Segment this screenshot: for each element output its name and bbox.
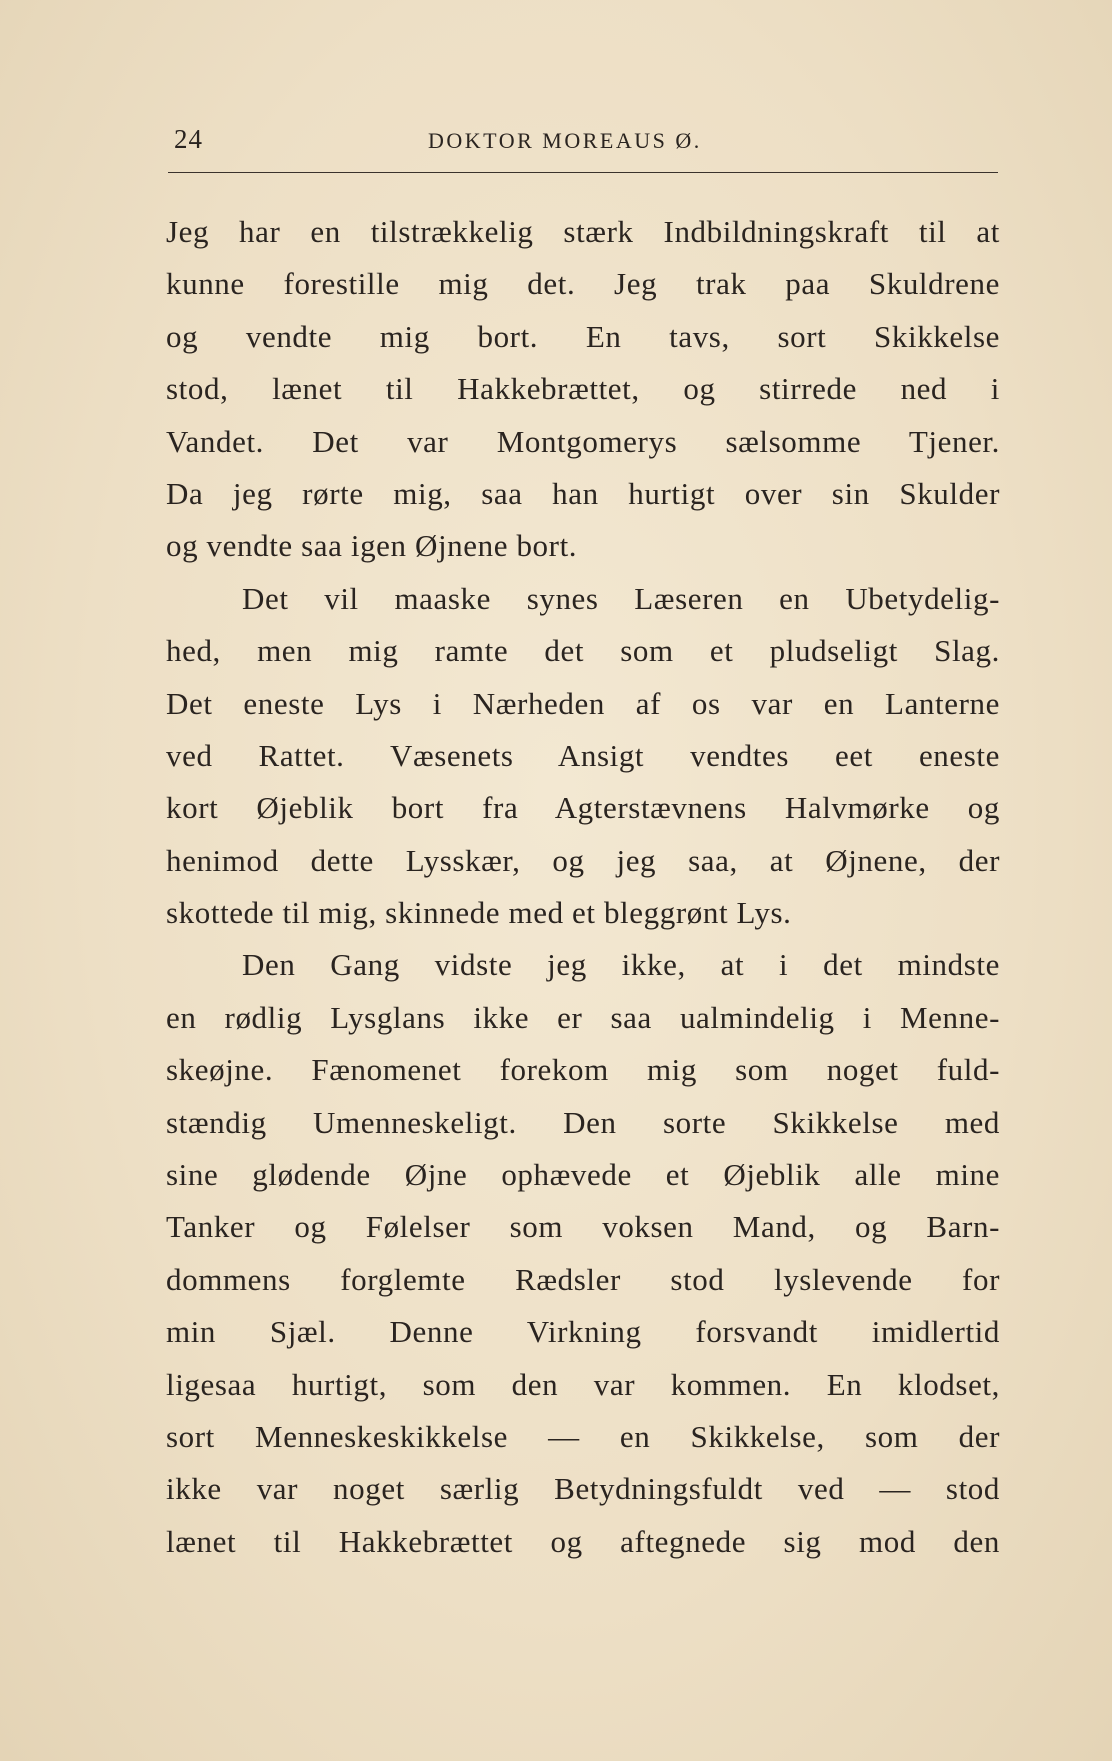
- page-number: 24: [174, 124, 203, 154]
- text-line: og vendte mig bort. En tavs, sort Skikkelse: [166, 318, 1000, 354]
- text-line: ved Rattet. Væsenets Ansigt vendtes eet eneste: [166, 737, 1000, 773]
- text-line: hed, men mig ramte det som et pludseligt Slag.: [166, 633, 1000, 669]
- text-line: og vendte saa igen Øjnene bort.: [166, 528, 578, 564]
- text-line: Det vil maaske synes Læseren en Ubetydelig-: [242, 580, 1000, 616]
- text-line: sort Menneskeskikkelse — en Skikkelse, som der: [166, 1418, 1000, 1454]
- text-line: stod, lænet til Hakkebrættet, og stirrede ned i: [166, 371, 1000, 407]
- text-line: kort Øjeblik bort fra Agterstævnens Halvmørke og: [166, 790, 1000, 826]
- text-line: henimod dette Lysskær, og jeg saa, at Øjnene, der: [166, 842, 1000, 878]
- text-line: sine glødende Øjne ophævede et Øjeblik alle mine: [166, 1157, 1000, 1193]
- text-line: stændig Umenneskeligt. Den sorte Skikkelse med: [166, 1104, 1000, 1140]
- text-line: Vandet. Det var Montgomerys sælsomme Tjener.: [166, 423, 1000, 459]
- text-line: Da jeg rørte mig, saa han hurtigt over sin Skulder: [166, 475, 1000, 511]
- text-line: Den Gang vidste jeg ikke, at i det mindste: [242, 947, 1000, 983]
- text-line: en rødlig Lysglans ikke er saa ualmindelig i Menne-: [166, 999, 1000, 1035]
- text-line: ligesaa hurtigt, som den var kommen. En klodset,: [166, 1366, 1000, 1402]
- body-text: [166, 206, 1000, 1568]
- text-line: skeøjne. Fænomenet forekom mig som noget fuld-: [166, 1052, 1000, 1088]
- page-header: [168, 124, 996, 164]
- text-line: Tanker og Følelser som voksen Mand, og Barn-: [166, 1209, 1000, 1245]
- text-line: dommens forglemte Rædsler stod lyslevende for: [166, 1261, 1000, 1297]
- text-line: kunne forestille mig det. Jeg trak paa Skuldrene: [166, 266, 1000, 302]
- text-line: lænet til Hakkebrættet og aftegnede sig mod den: [166, 1523, 1000, 1559]
- header-rule: [168, 172, 998, 173]
- text-line: Det eneste Lys i Nærheden af os var en Lanterne: [166, 685, 1000, 721]
- text-line: Jeg har en tilstrækkelig stærk Indbildningskraft til at: [166, 214, 1000, 249]
- running-title: DOKTOR MOREAUS Ø.: [428, 128, 702, 153]
- text-line: skottede til mig, skinnede med et bleggrønt Lys.: [166, 895, 792, 931]
- text-line: ikke var noget særlig Betydningsfuldt ved — stod: [166, 1471, 1000, 1507]
- text-line: min Sjæl. Denne Virkning forsvandt imidlertid: [166, 1314, 1000, 1350]
